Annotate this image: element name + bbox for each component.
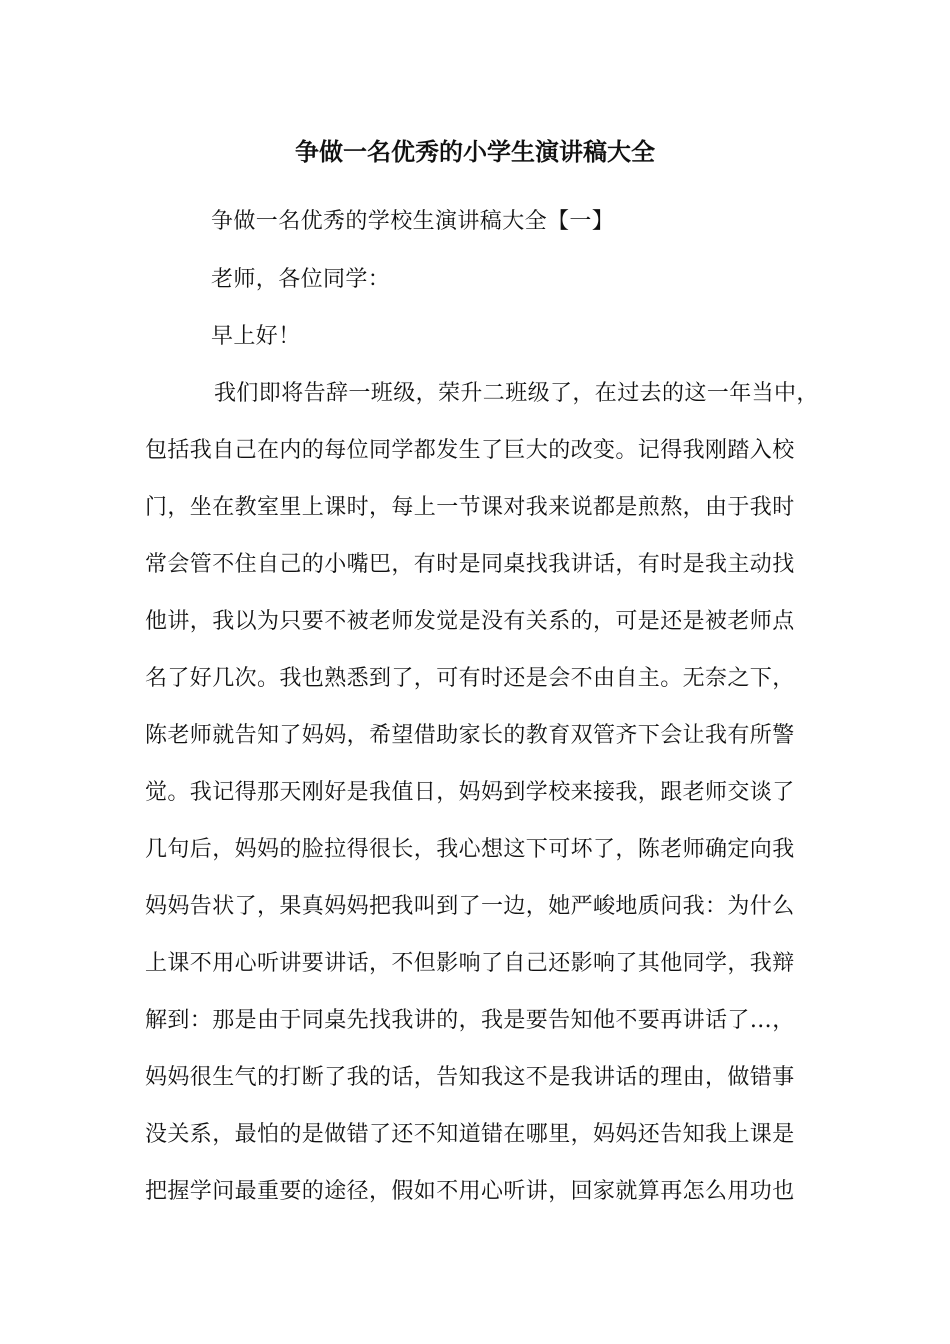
section-heading: 争做一名优秀的学校生演讲稿大全【一】	[211, 209, 615, 234]
paragraph-line: 陈老师就告知了妈妈，希望借助家长的教育双管齐下会让我有所警	[145, 723, 795, 748]
paragraph-line: 把握学问最重要的途径，假如不用心听讲，回家就算再怎么用功也	[145, 1179, 795, 1204]
paragraph-line: 觉。我记得那天刚好是我值日，妈妈到学校来接我，跟老师交谈了	[145, 780, 795, 805]
paragraph-line: 名了好几次。我也熟悉到了，可有时还是会不由自主。无奈之下，	[145, 666, 795, 691]
paragraph-line: 解到：那是由于同桌先找我讲的，我是要告知他不要再讲话了…，	[145, 1008, 795, 1033]
document-title: 争做一名优秀的小学生演讲稿大全	[295, 137, 655, 166]
paragraph-line: 上课不用心听讲要讲话，不但影响了自己还影响了其他同学，我辩	[145, 951, 795, 976]
paragraph-line: 常会管不住自己的小嘴巴，有时是同桌找我讲话，有时是我主动找	[145, 552, 795, 577]
paragraph-line: 没关系，最怕的是做错了还不知道错在哪里，妈妈还告知我上课是	[145, 1122, 795, 1147]
paragraph-line: 门，坐在教室里上课时，每上一节课对我来说都是煎熬，由于我时	[145, 495, 795, 520]
paragraph-line: 我们即将告辞一班级，荣升二班级了，在过去的这一年当中，	[214, 381, 819, 406]
salutation: 老师，各位同学：	[211, 267, 391, 292]
greeting: 早上好！	[211, 324, 301, 349]
paragraph-line: 几句后，妈妈的脸拉得很长，我心想这下可坏了，陈老师确定向我	[145, 837, 795, 862]
paragraph-line: 他讲，我以为只要不被老师发觉是没有关系的，可是还是被老师点	[145, 609, 795, 634]
paragraph-line: 包括我自己在内的每位同学都发生了巨大的改变。记得我刚踏入校	[145, 438, 795, 463]
paragraph-line: 妈妈很生气的打断了我的话，告知我这不是我讲话的理由，做错事	[145, 1065, 795, 1090]
paragraph-line: 妈妈告状了，果真妈妈把我叫到了一边，她严峻地质问我：为什么	[145, 894, 795, 919]
